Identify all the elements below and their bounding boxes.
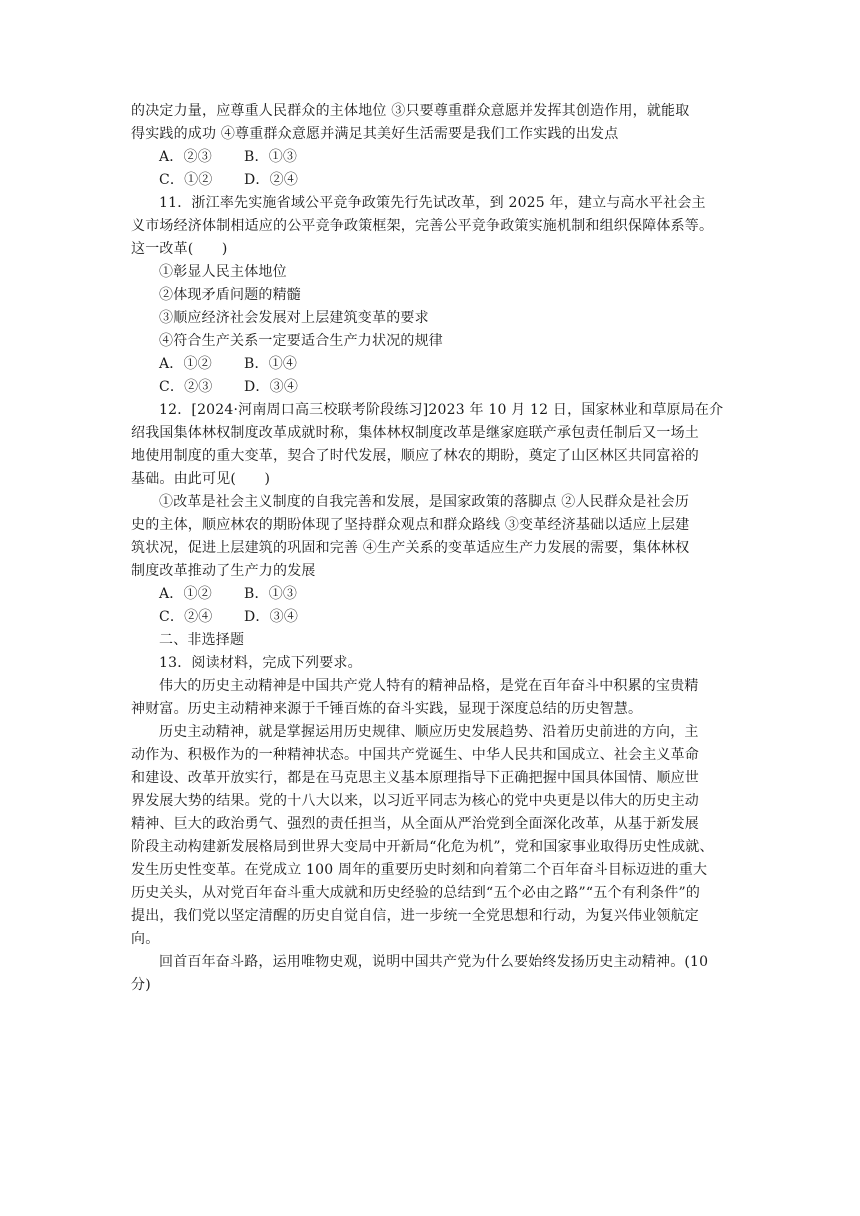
- q13-material-line: 发生历史性变革。在党成立 100 周年的重要历史时刻和向着第二个百年奋斗目标迈进的重大: [131, 862, 708, 878]
- section-heading: 二、非选择题: [159, 632, 245, 648]
- q12-options-row: [131, 606, 735, 629]
- exam-page: [131, 100, 735, 997]
- q12-stem-line: 地使用制度的重大变革，契合了时代发展，顺应了林农的期盼，奠定了山区林区共同富裕的: [131, 448, 699, 464]
- q12-option-c: C．②④: [159, 609, 213, 625]
- q11-stem-line: 义市场经济体制相适应的公平竞争政策框架，完善公平竞争政策实施机制和组织保障体系等。: [131, 218, 714, 234]
- q12-stem-line: 基础。由此可见( ): [131, 471, 271, 487]
- q10-option-c: C．①②: [159, 172, 213, 188]
- q13-material-line: 历史关头，从对党百年奋斗重大成就和历史经验的总结到“五个必由之路”“五个有利条件”的: [131, 885, 701, 901]
- q13-material-line: 向。: [131, 931, 160, 947]
- q11-option-c: C．②③: [159, 379, 213, 395]
- q10-options-row: [131, 146, 735, 169]
- q10-text-line: 得实践的成功 ④尊重群众意愿并满足其美好生活需要是我们工作实践的出发点: [131, 126, 619, 142]
- q13-material-line: 历史主动精神，就是掌握运用历史规律、顺应历史发展趋势、沿着历史前进的方向，主: [159, 724, 699, 740]
- q12-statement-line: 制度改革推动了生产力的发展: [131, 563, 316, 579]
- q13-material-line: 动作为、积极作为的一种精神状态。中国共产党诞生、中华人民共和国成立、社会主义革命: [131, 747, 699, 763]
- q11-statement: ③顺应经济社会发展对上层建筑变革的要求: [159, 310, 429, 326]
- q10-option-d: D．②④: [244, 172, 299, 188]
- q13-question-line: 回首百年奋斗路，运用唯物史观，说明中国共产党为什么要始终发扬历史主动精神。(10: [159, 954, 709, 970]
- q12-stem-line: 12．[2024·河南周口高三校联考阶段练习]2023 年 10 月 12 日，国家林业和草原局在介: [159, 402, 724, 418]
- q13-material-line: 和建设、改革开放实行，都是在马克思主义基本原理指导下正确把握中国具体国情、顺应世: [131, 770, 699, 786]
- q12-options-row: [131, 583, 735, 606]
- q13-material-line: 阶段主动构建新发展格局到世界大变局中开新局“化危为机”，党和国家事业取得历史性成就、: [131, 839, 714, 855]
- q10-option-b: B．①③: [244, 149, 298, 165]
- q10-text-line: 的决定力量，应尊重人民群众的主体地位 ③只要尊重群众意愿并发挥其创造作用，就能取: [131, 103, 690, 119]
- q11-options-row: [131, 376, 735, 399]
- q13-material-line: 精神、巨大的政治勇气、强烈的责任担当，从全面从严治党到全面深化改革，从基于新发展: [131, 816, 699, 832]
- q13-intro: 13．阅读材料，完成下列要求。: [159, 655, 362, 671]
- q12-option-d: D．③④: [244, 609, 299, 625]
- q12-statement-line: ①改革是社会主义制度的自我完善和发展，是国家政策的落脚点 ②人民群众是社会历: [159, 494, 690, 510]
- q12-statement-line: 筑状况，促进上层建筑的巩固和完善 ④生产关系的变革适应生产力发展的需要，集体林权: [131, 540, 690, 556]
- q11-option-d: D．③④: [244, 379, 299, 395]
- q13-question-line: 分): [131, 977, 151, 993]
- q13-material-line: 伟大的历史主动精神是中国共产党人特有的精神品格，是党在百年奋斗中积累的宝贵精: [159, 678, 699, 694]
- q12-statement-line: 史的主体，顺应林农的期盼体现了坚持群众观点和群众路线 ③变革经济基础以适应上层建: [131, 517, 690, 533]
- q11-statement: ④符合生产关系一定要适合生产力状况的规律: [159, 333, 443, 349]
- q13-material-line: 神财富。历史主动精神来源于千锤百炼的奋斗实践，显现于深度总结的历史智慧。: [131, 701, 643, 717]
- q11-options-row: [131, 353, 735, 376]
- q13-material-line: 界发展大势的结果。党的十八大以来，以习近平同志为核心的党中央更是以伟大的历史主动: [131, 793, 699, 809]
- q13-material-line: 提出，我们党以坚定清醒的历史自觉自信，进一步统一全党思想和行动，为复兴伟业领航定: [131, 908, 699, 924]
- q11-option-a: A．①②: [159, 356, 212, 372]
- q11-option-b: B．①④: [244, 356, 298, 372]
- q12-stem-line: 绍我国集体林权制度改革成就时称，集体林权制度改革是继家庭联产承包责任制后又一场土: [131, 425, 699, 441]
- q10-options-row: [131, 169, 735, 192]
- q11-statement: ①彰显人民主体地位: [159, 264, 287, 280]
- q12-option-a: A．①②: [159, 586, 212, 602]
- q11-stem-line: 这一改革( ): [131, 241, 228, 257]
- q11-statement: ②体现矛盾问题的精髓: [159, 287, 301, 303]
- q12-option-b: B．①③: [244, 586, 298, 602]
- q10-option-a: A．②③: [159, 149, 212, 165]
- q11-stem-line: 11．浙江率先实施省域公平竞争政策先行先试改革，到 2025 年，建立与高水平社会主: [159, 195, 706, 211]
